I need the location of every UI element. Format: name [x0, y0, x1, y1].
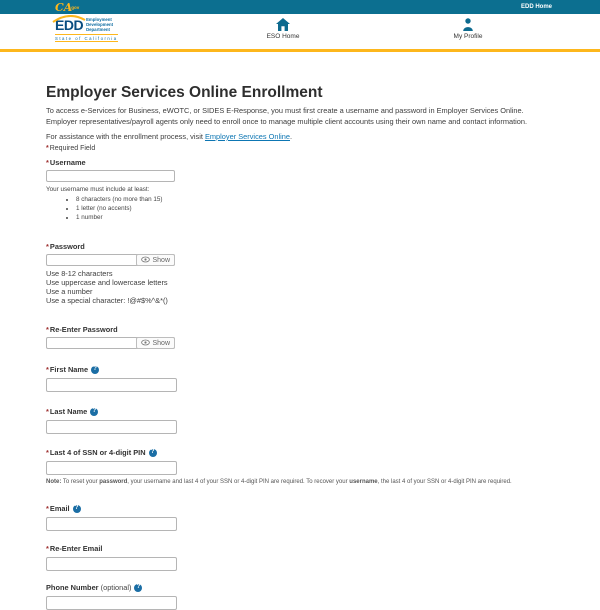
first-name-help-icon[interactable]: ?	[91, 366, 99, 374]
ssn-pin-label-text: Last 4 of SSN or 4-digit PIN	[49, 448, 146, 457]
reenter-email-label	[46, 544, 555, 553]
required-asterisk: *	[46, 365, 49, 374]
last-name-label	[46, 407, 555, 416]
employer-services-online-link[interactable]: Employer Services Online	[204, 132, 290, 141]
email-label-text: Email	[49, 504, 70, 513]
assistance-paragraph	[46, 132, 555, 141]
page-title: Employer Services Online Enrollment	[46, 84, 323, 101]
assistance-text: For assistance with the enrollment process, visit	[46, 132, 205, 141]
edd-dept-line: Development	[86, 21, 114, 27]
nav-eso-home[interactable]	[238, 18, 328, 40]
first-name-label-text: First Name	[49, 365, 89, 374]
password-label	[46, 242, 555, 251]
phone-help-icon[interactable]: ?	[134, 584, 142, 592]
site-header	[0, 14, 600, 52]
edd-logo-state-text: State of California	[55, 35, 118, 41]
email-field-group	[46, 504, 555, 531]
required-asterisk: *	[46, 448, 49, 457]
note-bold: Note:	[46, 479, 62, 485]
email-input[interactable]	[46, 517, 177, 531]
required-field-label: Required Field	[49, 145, 96, 152]
edd-dept-line: Department	[86, 26, 110, 32]
nav-my-profile-label: My Profile	[453, 33, 483, 40]
eye-icon	[141, 256, 150, 265]
nav-my-profile[interactable]	[423, 18, 513, 40]
password-rule: Use a special character: !@#$%^&*()	[46, 296, 168, 305]
utility-bar	[0, 0, 600, 14]
required-asterisk: *	[46, 504, 49, 513]
first-name-field-group	[46, 365, 555, 392]
username-rule-list	[46, 196, 555, 222]
ssn-pin-input[interactable]	[46, 461, 177, 475]
edd-logo-dept-text	[86, 18, 113, 33]
phone-label	[46, 583, 555, 592]
first-name-label	[46, 365, 555, 374]
ca-gov-logo-script: CA	[55, 1, 73, 14]
eye-icon	[141, 339, 150, 348]
username-rule: • 1 number	[76, 214, 555, 222]
ca-gov-logo[interactable]	[55, 0, 79, 15]
username-rule: • 1 letter (no accents)	[76, 205, 555, 213]
last-name-field-group	[46, 407, 555, 434]
password-rule-list	[46, 269, 555, 305]
note-text: To reset your	[61, 479, 100, 485]
note-bold: username	[349, 479, 378, 485]
last-name-label-text: Last Name	[49, 407, 88, 416]
username-label	[46, 158, 555, 167]
show-password-label: Show	[152, 256, 170, 264]
ssn-pin-note	[46, 479, 555, 486]
intro-paragraph: To access e-Services for Business, eWOTC, or SIDES E-Response, you must first create a username and password in Employer Services Online. Employer representatives/payroll agents only need to enroll once to manage multiple client accounts using their own name and contact information.	[46, 106, 528, 126]
password-label-text: Password	[49, 242, 85, 251]
password-rule: Use 8-12 characters	[46, 269, 113, 278]
home-icon	[238, 18, 328, 31]
password-field-group	[46, 242, 555, 305]
reenter-password-label-text: Re-Enter Password	[49, 325, 118, 334]
email-help-icon[interactable]: ?	[73, 505, 81, 513]
username-input[interactable]	[46, 170, 175, 182]
last-name-input[interactable]	[46, 420, 177, 434]
username-label-text: Username	[49, 158, 86, 167]
edd-logo-acronym: EDD	[55, 17, 84, 33]
phone-optional-text: (optional)	[100, 583, 132, 592]
edd-dept-line: Employment	[86, 17, 112, 22]
password-rule: Use a number	[46, 287, 93, 296]
show-reenter-password-button[interactable]	[136, 337, 175, 349]
required-asterisk: *	[46, 158, 49, 167]
phone-field-group	[46, 583, 555, 610]
person-icon	[423, 18, 513, 31]
ssn-pin-help-icon[interactable]: ?	[149, 449, 157, 457]
phone-input[interactable]	[46, 596, 177, 610]
ssn-pin-label	[46, 448, 555, 457]
edd-logo[interactable]	[55, 18, 118, 42]
ssn-pin-field-group	[46, 448, 555, 486]
phone-label-text: Phone Number	[46, 583, 99, 592]
ca-gov-logo-gov: gov	[71, 5, 80, 10]
edd-home-link[interactable]: EDD Home	[520, 4, 552, 10]
note-bold: password	[99, 479, 128, 485]
required-asterisk: *	[46, 544, 49, 553]
password-rule: Use uppercase and lowercase letters	[46, 278, 168, 287]
username-helper-title: Your username must include at least:	[46, 186, 150, 193]
show-reenter-password-label: Show	[152, 339, 170, 347]
required-asterisk: *	[46, 407, 49, 416]
username-rule: • 8 characters (no more than 15)	[76, 196, 555, 204]
enrollment-page	[0, 52, 600, 610]
note-text: , the last 4 of your SSN or 4-digit PIN are required.	[377, 479, 512, 485]
reenter-email-field-group	[46, 544, 555, 571]
show-password-button[interactable]	[136, 254, 175, 266]
username-field-group	[46, 158, 555, 222]
required-field-note	[46, 145, 555, 153]
last-name-help-icon[interactable]: ?	[90, 408, 98, 416]
edd-logo-swoosh-icon	[52, 15, 86, 23]
required-asterisk: *	[46, 242, 49, 251]
email-label	[46, 504, 555, 513]
required-asterisk: *	[46, 325, 49, 334]
required-asterisk: *	[46, 145, 49, 152]
reenter-password-field-group	[46, 325, 555, 349]
first-name-input[interactable]	[46, 378, 177, 392]
reenter-email-label-text: Re-Enter Email	[49, 544, 103, 553]
nav-eso-home-label: ESO Home	[266, 33, 300, 40]
reenter-email-input[interactable]	[46, 557, 177, 571]
assistance-text-suffix: .	[290, 132, 293, 141]
note-text: , your username and last 4 of your SSN or 4-digit PIN are required. To recover your	[127, 479, 350, 485]
reenter-password-label	[46, 325, 555, 334]
